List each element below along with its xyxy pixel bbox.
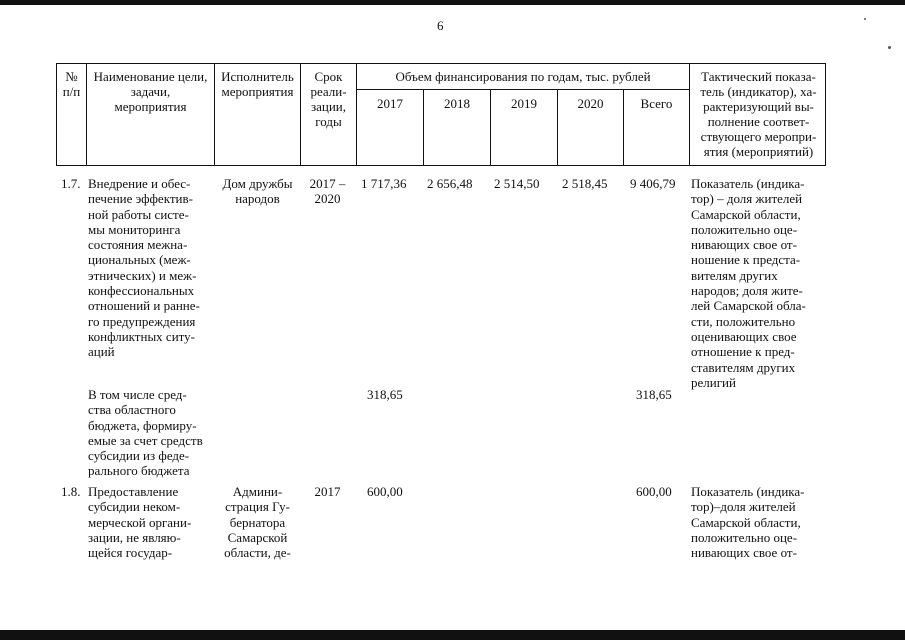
row-value-2020: 2 518,45 [562, 176, 608, 191]
header-col-indicator: Тактический показа- тель (индикатор), ха- рактеризующий вы- полнение соответ- ствующего меропри- ятия (мероприятий) [700, 69, 817, 159]
header-col-term: Срок реали- зации, годы [310, 69, 347, 129]
scan-edge-bottom [0, 630, 905, 640]
row-name: Предоставление субсидии неком- мерческой органи- зации, не являю- щейся государ- [88, 484, 192, 561]
row-indicator: Показатель (индика- тор)–доля жителей Самарской области, положительно оце- нивающих свое от- [691, 484, 805, 561]
row-value-2019: 2 514,50 [494, 176, 540, 191]
row-term: 2017 – 2020 [309, 176, 346, 207]
header-year-2019: 2019 [511, 96, 537, 111]
row-value-2017: 1 717,36 [361, 176, 407, 191]
row-total: 600,00 [636, 484, 672, 499]
header-col-num: № п/п [62, 69, 81, 99]
row-num: 1.7. [61, 176, 81, 191]
header-divider [356, 89, 689, 90]
row-executor: Админи- страция Гу- бернатора Самарской области, де- [224, 484, 291, 561]
row-executor: Дом дружбы народов [222, 176, 293, 207]
header-col-financing: Объем финансирования по годам, тыс. рублей [395, 69, 651, 84]
header-year-2020: 2020 [577, 96, 604, 111]
row-indicator: Показатель (индика- тор) – доля жителей Самарской области, положительно оце- нивающих свое от- ношение к предста- вителям других народов; доля жите- лей Самарской обла- сти, положительно оценивающих свое отношение к пред- ставителям других религий [691, 176, 806, 390]
scan-speck [864, 18, 866, 20]
row-total: 9 406,79 [630, 176, 676, 191]
row-num: 1.8. [61, 484, 81, 499]
row-term: 2017 [314, 484, 341, 499]
scan-edge-top [0, 0, 905, 5]
header-year-2018: 2018 [444, 96, 470, 111]
row-total: 318,65 [636, 387, 672, 402]
row-value-2017: 318,65 [367, 387, 403, 402]
header-col-executor: Исполнитель мероприятия [221, 69, 294, 99]
row-name: Внедрение и обес- печение эффектив- ной работы систе- мы мониторинга состояния межна- циональных (меж- этнических) и меж- конфессиональных отношений и ранне- го предупреждения конфликтных ситу- аций [88, 176, 200, 360]
row-value-2018: 2 656,48 [427, 176, 473, 191]
row-value-2017: 600,00 [367, 484, 403, 499]
scan-speck [888, 46, 891, 49]
page-number: 6 [437, 18, 444, 33]
header-col-name: Наименование цели, задачи, мероприятия [93, 69, 208, 114]
row-name: В том числе сред- ства областного бюджета, формиру- емые за счет средств субсидии из феде- рального бюджета [88, 387, 203, 479]
header-year-2017: 2017 [377, 96, 403, 111]
header-total: Всего [640, 96, 673, 111]
table-header [56, 63, 826, 166]
